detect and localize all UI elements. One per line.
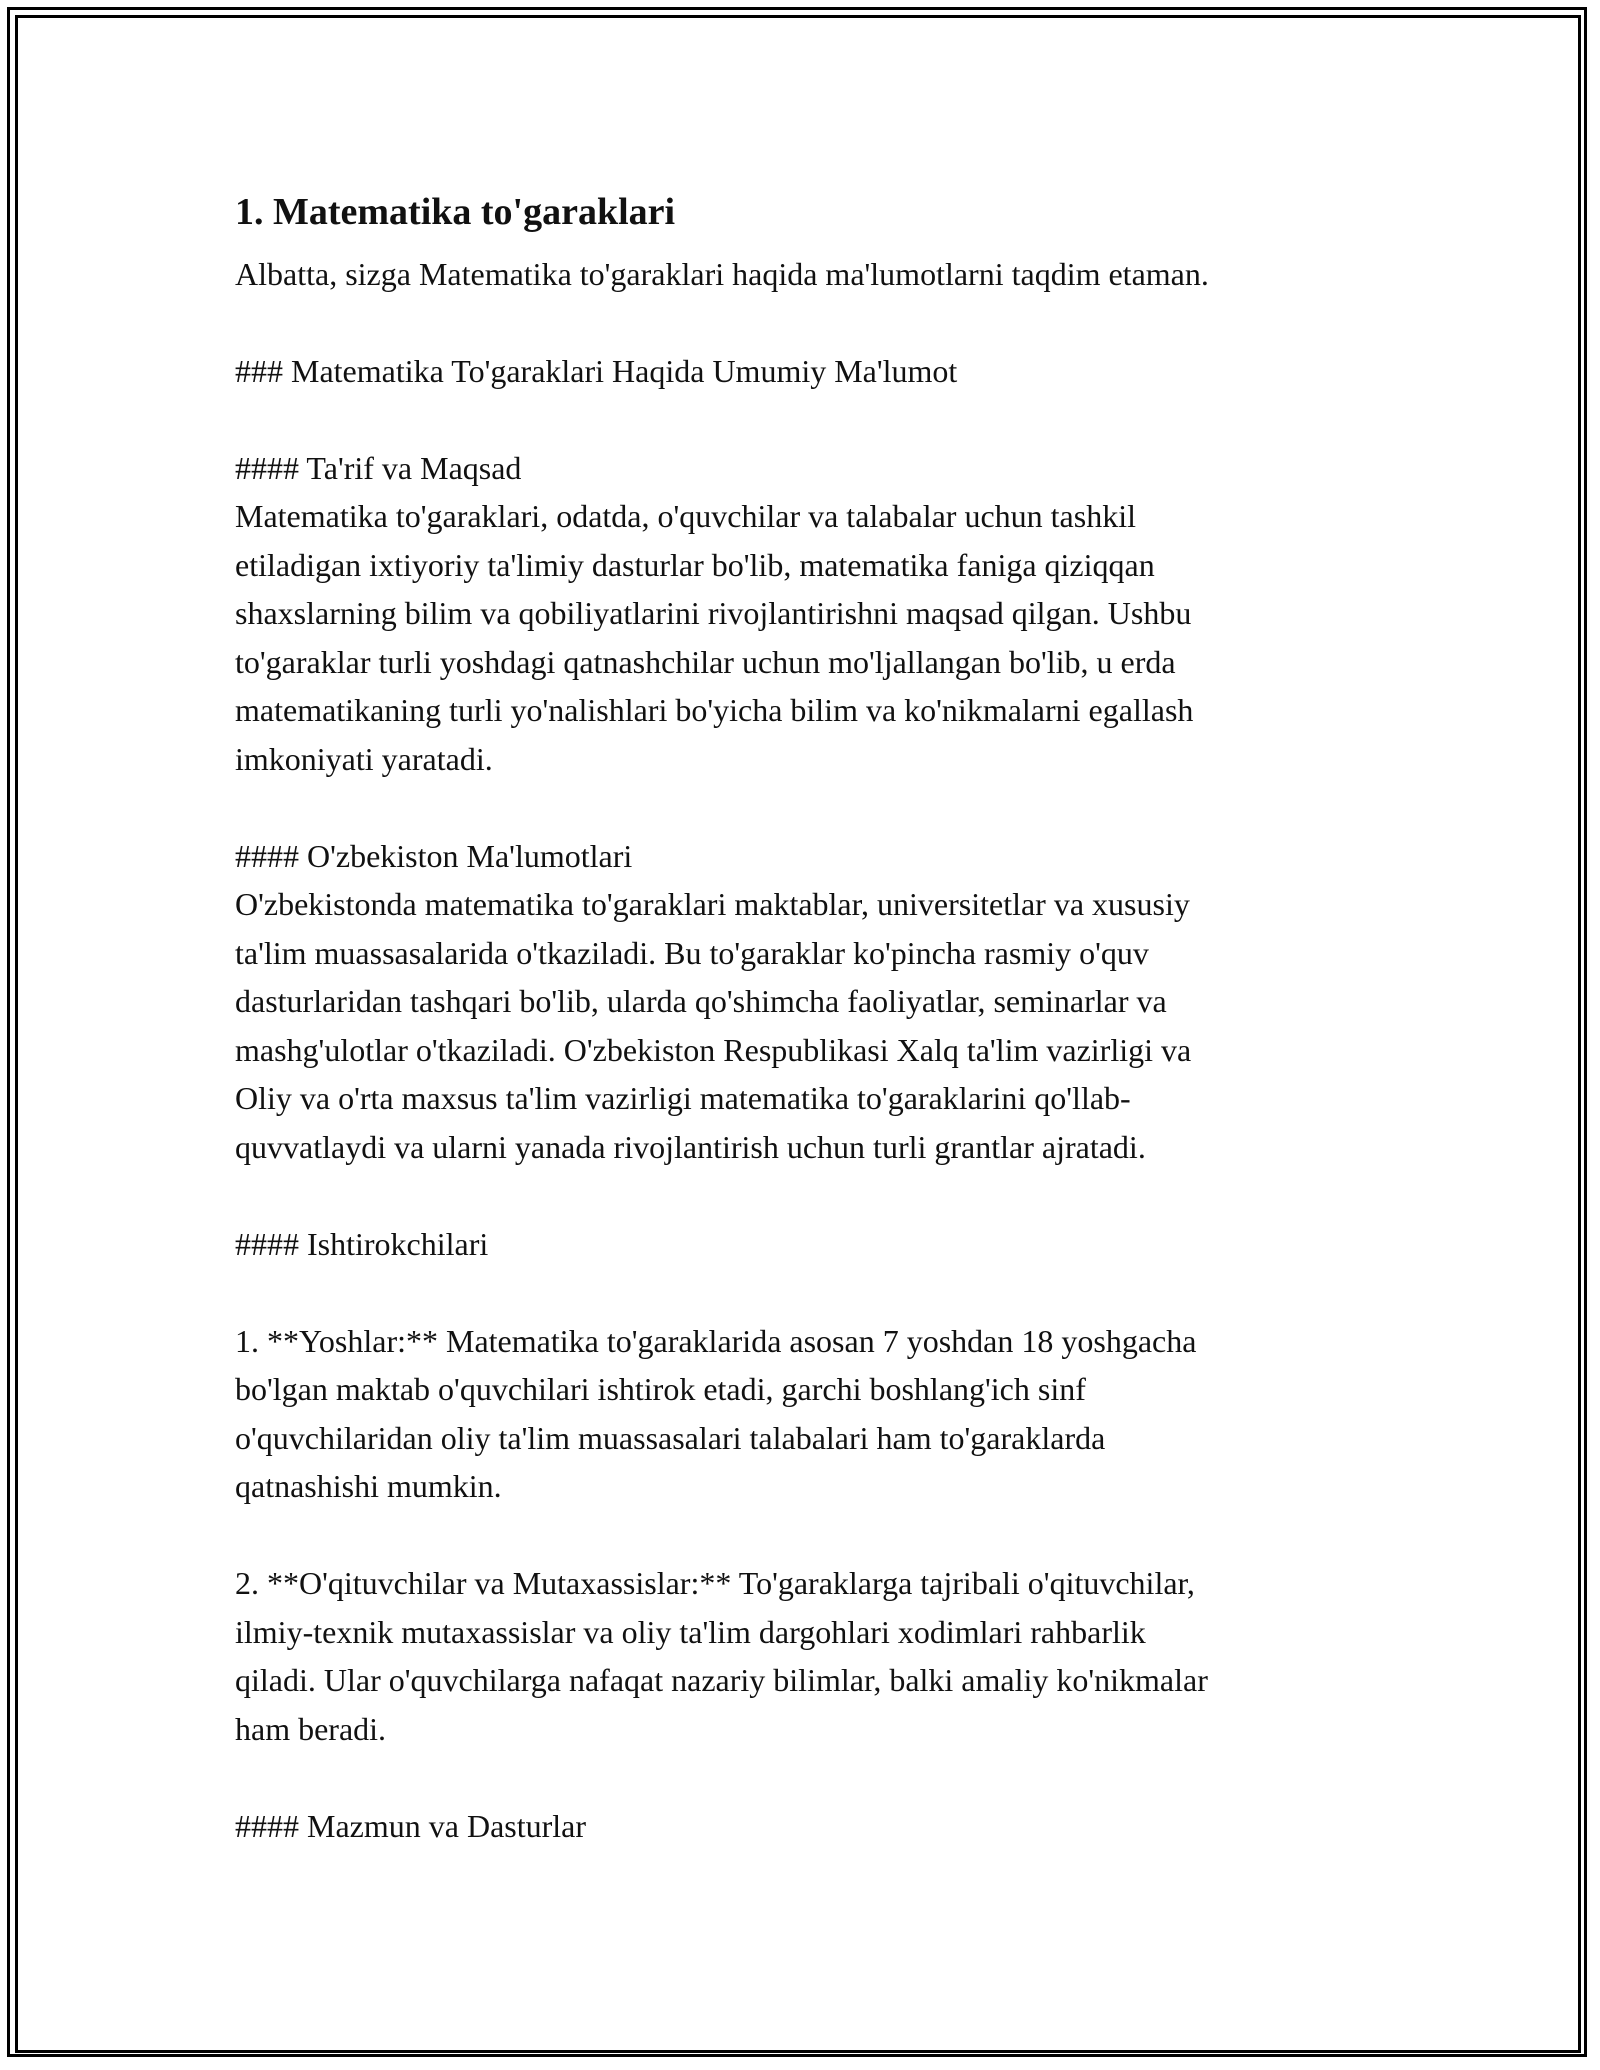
intro-paragraph: Albatta, sizga Matematika to'garaklari haqida ma'lumotlarni taqdim etaman. bbox=[235, 256, 1209, 292]
document-content bbox=[235, 186, 1365, 1850]
document-title: 1. Matematika to'garaklari bbox=[235, 191, 676, 233]
document-body-text: ### Matematika To'garaklari Haqida Umumiy Ma'lumot #### Ta'rif va Maqsad Matematika to'garaklari, odatda, o'quvchilar va talabalar uchun tashkil etiladigan ixtiyoriy ta'limiy dasturlar bo'lib, matematika faniga qiziqqan shaxslarning bilim va qobiliyatlarini rivojlantirishni maqsad qilgan. Ushbu to'garaklar turli yoshdagi qatnashchilar uchun mo'ljallangan bo'lib, u erda matematikaning turli yo'nalishlari bo'yicha bilim va ko'nikmalarni egallash imkoniyati yaratadi. #### O'zbekiston Ma'lumotlari O'zbekistonda matematika to'garaklari maktablar, universitetlar va xususiy ta'lim muassasalarida o'tkaziladi. Bu to'garaklar ko'pincha rasmiy o'quv dasturlaridan tashqari bo'lib, ularda qo'shimcha faoliyatlar, seminarlar va mashg'ulotlar o'tkaziladi. O'zbekiston Respublikasi Xalq ta'lim vazirligi va Oliy va o'rta maxsus ta'lim vazirligi matematika to'garaklarini qo'llab- quvvatlaydi va ularni yanada rivojlantirish uchun turli grantlar ajratadi. #### Ishtirokchilari 1. **Yoshlar:** Matematika to'garaklarida asosan 7 yoshdan 18 yoshgacha bo'lgan maktab o'quvchilari ishtirok etadi, garchi boshlang'ich sinf o'quvchilaridan oliy ta'lim muassasalari talabalari ham to'garaklarda qatnashishi mumkin. 2. **O'qituvchilar va Mutaxassislar:** To'garaklarga tajribali o'qituvchilar, ilmiy-texnik mutaxassislar va oliy ta'lim dargohlari xodimlari rahbarlik qiladi. Ular o'quvchilarga nafaqat nazariy bilimlar, balki amaliy ko'nikmalar ham beradi. #### Mazmun va Dasturlar bbox=[235, 352, 1208, 1844]
